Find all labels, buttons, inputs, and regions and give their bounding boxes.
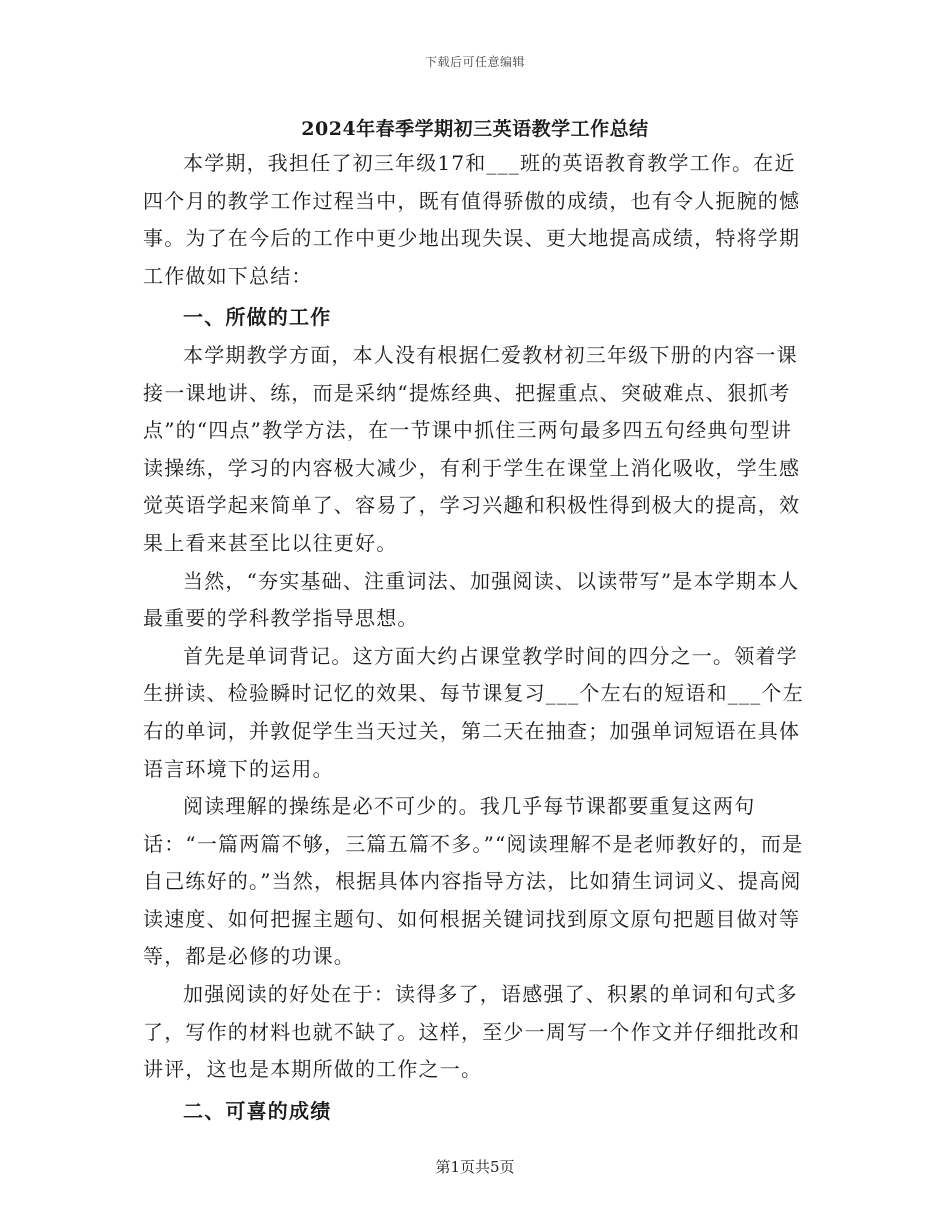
- section-heading-achievements: 二、可喜的成绩: [183, 1098, 332, 1123]
- paragraph-guiding-idea: 当然，“夯实基础、注重词法、加强阅读、以读带写”是本学期本人最重要的学科教学指导思想。: [143, 568, 800, 631]
- page-number-footer: 第1页共5页: [435, 1158, 515, 1176]
- paragraph-vocabulary: 首先是单词背记。这方面大约占课堂教学时间的四分之一。领着学生拼读、检验瞬时记忆的效果、每节课复习___个左右的短语和___个左右的单词，并敦促学生当天过关，第二天在抽查；加强单词短语在具体语言环境下的运用。: [143, 643, 804, 781]
- paragraph-teaching-method: 本学期教学方面，本人没有根据仁爱教材初三年级下册的内容一课接一课地讲、练，而是采纳“提炼经典、把握重点、突破难点、狠抓考点”的“四点”教学方法，在一节课中抓住三两句最多四五句经典句型讲读操练，学习的内容极大减少，有利于学生在课堂上消化吸收，学生感觉英语学起来简单了、容易了，学习兴趣和积极性得到极大的提高，效果上看来甚至比以往更好。: [143, 342, 801, 555]
- paragraph-intro: 本学期，我担任了初三年级17和___班的英语教育教学工作。在近四个月的教学工作过程当中，既有值得骄傲的成绩，也有令人扼腕的憾事。为了在今后的工作中更少地出现失误、更大地提高成绩，特将学期工作做如下总结：: [143, 151, 801, 288]
- paragraph-writing: 加强阅读的好处在于：读得多了，语感强了、积累的单词和句式多了，写作的材料也就不缺了。这样，至少一周写一个作文并仔细批改和讲评，这也是本期所做的工作之一。: [143, 982, 801, 1082]
- header-note: 下载后可任意编辑: [424, 55, 525, 69]
- section-heading-work: 一、所做的工作: [183, 305, 332, 330]
- paragraph-reading: 阅读理解的操练是必不可少的。我几乎每节课都要重复这两句话：“一篇两篇不够，三篇五篇不多。”“阅读理解不是老师教好的，而是自己练好的。”当然，根据具体内容指导方法，比如猜生词词义、提高阅读速度、如何把握主题句、如何根据关键词找到原文原句把题目做对等等，都是必修的功课。: [143, 794, 804, 969]
- document-body: [143, 145, 808, 1130]
- document-title: 2024年春季学期初三英语教学工作总结: [301, 118, 649, 140]
